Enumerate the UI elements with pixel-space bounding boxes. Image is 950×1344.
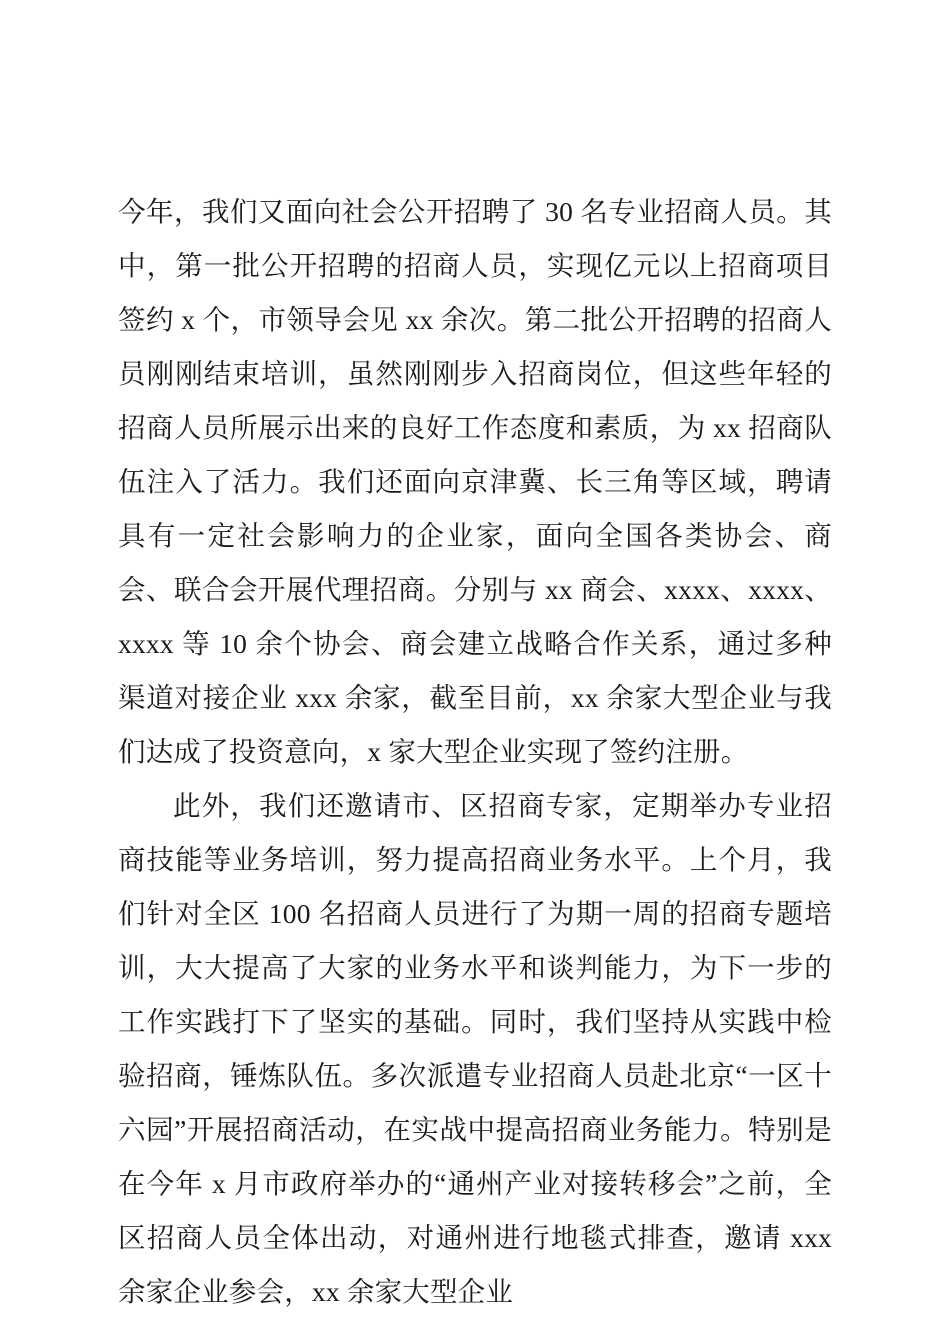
paragraph: 此外，我们还邀请市、区招商专家，定期举办专业招商技能等业务培训，努力提高招商业务水平。上个月，我们针对全区 100 名招商人员进行了为期一周的招商专题培训，大大提高了大家的业务水平和谈判能力，为下一步的工作实践打下了坚实的基础。同时，我们坚持从实践中检验招商，锤炼队伍。多次派遣专业招商人员赴北京“一区十六园”开展招商活动，在实战中提高招商业务能力。特别是在今年 x 月市政府举办的“通州产业对接转移会”之前，全区招商人员全体出动，对通州进行地毯式排查，邀请 xxx 余家企业参会，xx 余家大型企业	[118, 790, 832, 1307]
paragraph: 今年，我们又面向社会公开招聘了 30 名专业招商人员。其中，第一批公开招聘的招商人员，实现亿元以上招商项目签约 x 个，市领导会见 xx 余次。第二批公开招聘的招商人员刚刚结束培训，虽然刚刚步入招商岗位，但这些年轻的招商人员所展示出来的良好工作态度和素质，为 xx 招商队伍注入了活力。我们还面向京津冀、长三角等区域，聘请具有一定社会影响力的企业家，面向全国各类协会、商会、联合会开展代理招商。分别与 xx 商会、xxxx、xxxx、xxxx 等 10 余个协会、商会建立战略合作关系，通过多种渠道对接企业 xxx 余家，截至目前，xx 余家大型企业与我们达成了投资意向，x 家大型企业实现了签约注册。	[118, 196, 832, 767]
document-body	[118, 185, 832, 1319]
